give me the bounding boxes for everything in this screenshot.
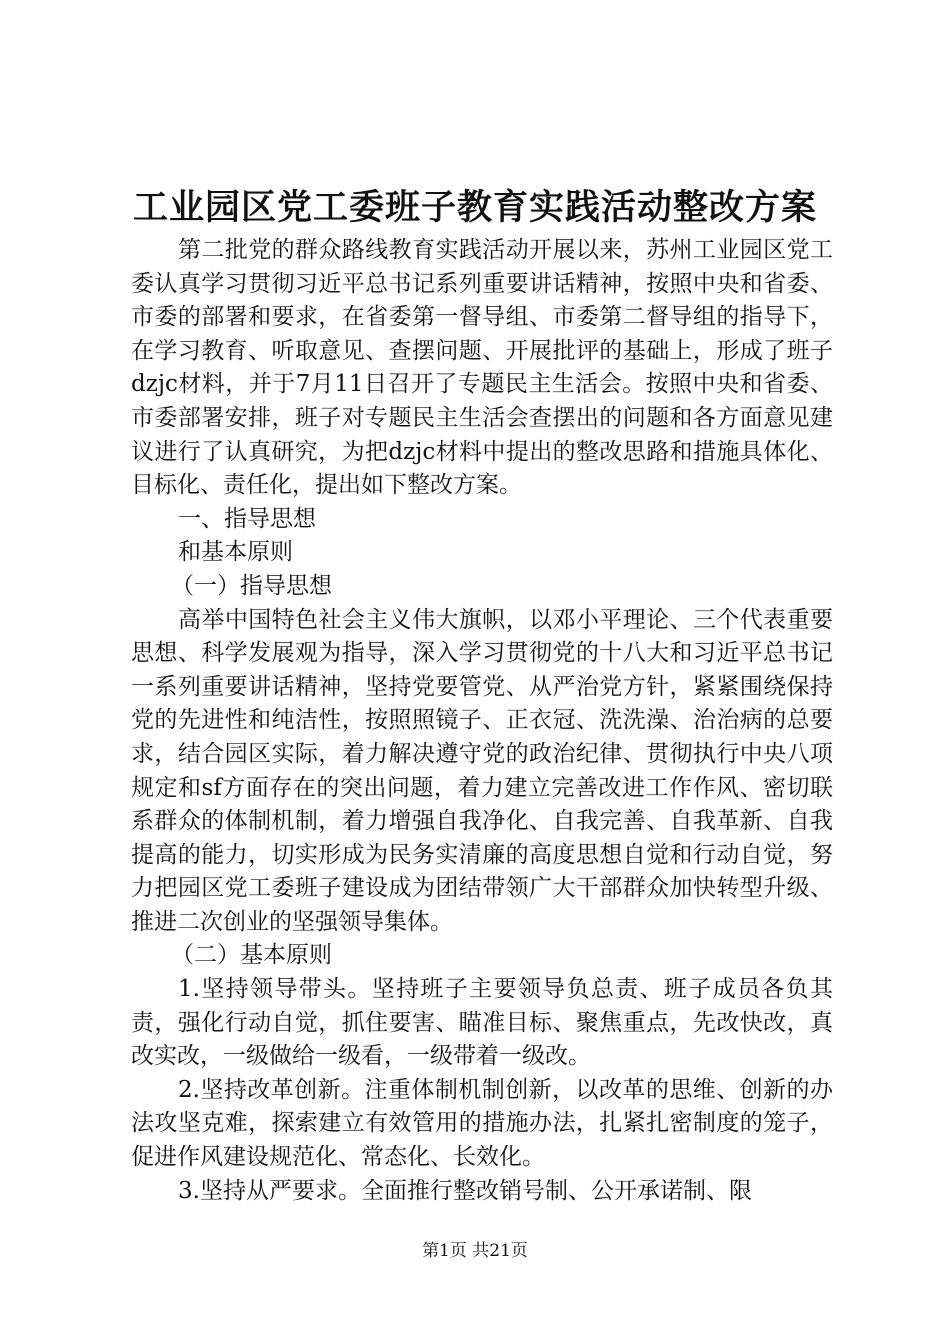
paragraph-guiding-ideology: 高举中国特色社会主义伟大旗帜，以邓小平理论、三个代表重要思想、科学发展观为指导，深入学习贯彻党的十八大和习近平总书记一系列重要讲话精神，坚持党要管党、从严治党方针，紧紧围绕保持党的先进性和纯洁性，按照照镜子、正衣冠、洗洗澡、治治病的总要求，结合园区实际，着力解决遵守党的政治纪律、贯彻执行中央八项规定和sf方面存在的突出问题，着力建立完善改进工作作风、密切联系群众的体制机制，着力增强自我净化、自我完善、自我革新、自我提高的能力，切实形成为民务实清廉的高度思想自觉和行动自觉，努力把园区党工委班子建设成为团结带领广大干部群众加快转型升级、推进二次创业的坚强领导集体。 [131,606,833,935]
paragraph-intro: 第二批党的群众路线教育实践活动开展以来，苏州工业园区党工委认真学习贯彻习近平总书记系列重要讲话精神，按照中央和省委、市委的部署和要求，在省委第一督导组、市委第二督导组的指导下，在学习教育、听取意见、查摆问题、开展批评的基础上，形成了班子dzjc材料，并于7月11日召开了专题民主生活会。按照中央和省委、市委部署安排，班子对专题民主生活会查摆出的问题和各方面意见建议进行了认真研究，为把dzjc材料中提出的整改思路和措施具体化、目标化、责任化，提出如下整改方案。 [131,237,833,499]
heading-section-1: 一、指导思想 [178,505,316,532]
paragraph-principle-2: 2.坚持改革创新。注重体制机制创新，以改革的思维、创新的办法攻坚克难，探索建立有效管用的措施办法，扎紧扎密制度的笼子，促进作风建设规范化、常态化、长效化。 [131,1076,833,1171]
paragraph-principle-3: 3.坚持从严要求。全面推行整改销号制、公开承诺制、限 [178,1177,752,1204]
paragraph-principle-1: 1.坚持领导带头。坚持班子主要领导负总责、班子成员各负其责，强化行动自觉，抓住要害、瞄准目标、聚焦重点，先改快改，真改实改，一级做给一级看，一级带着一级改。 [131,976,833,1070]
heading-section-1-continued: 和基本原则 [178,539,293,566]
heading-guiding-ideology: （一）指导思想 [171,572,332,599]
page-footer: 第1页 共21页 [422,1241,528,1261]
document-title: 工业园区党工委班子教育实践活动整改方案 [132,187,817,228]
document-body [131,234,833,1208]
heading-basic-principles: （二）基本原则 [171,942,332,969]
